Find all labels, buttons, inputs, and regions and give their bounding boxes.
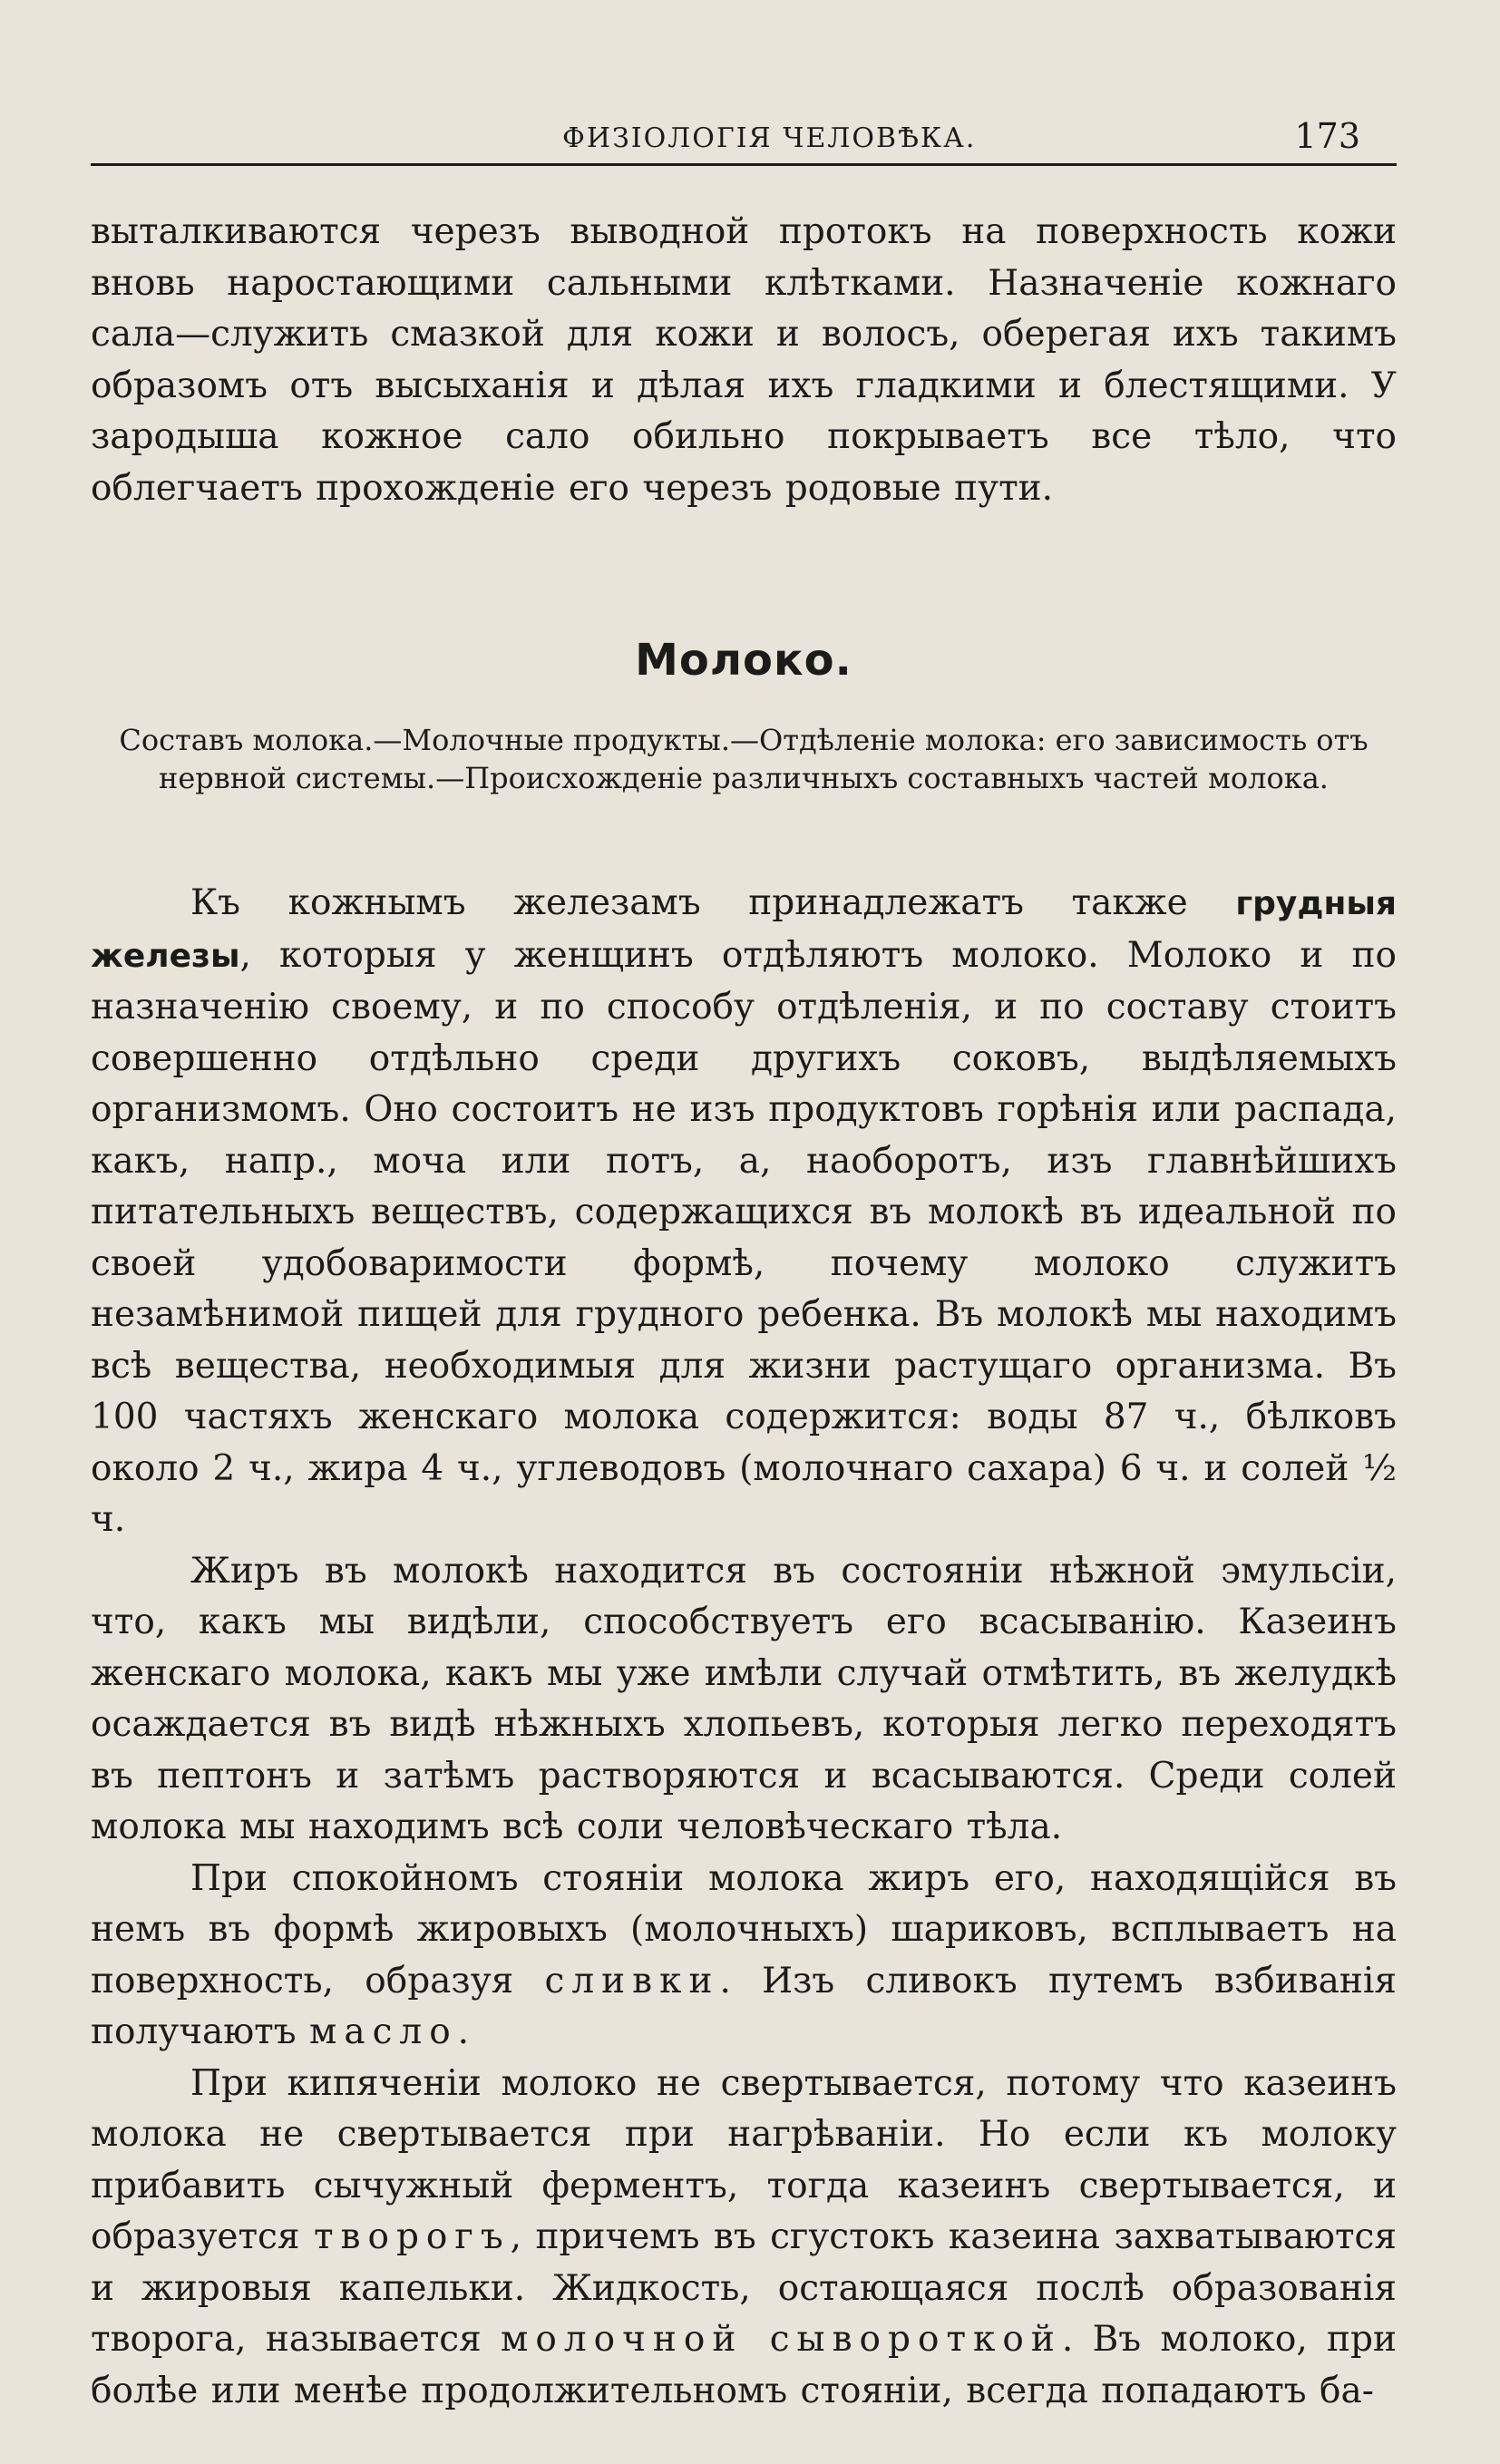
term-mammary-glands: грудныя железы [91, 885, 1397, 975]
section-title: Молоко. [635, 635, 852, 686]
paragraph-1-text-b: , которыя у женщинъ отдѣляютъ молоко. Молоко и по назначенію своему, и по способу отдѣленія, и по составу стоитъ совершенно отдѣльно среди другихъ соковъ, выдѣляемыхъ организмомъ. Оно состоитъ не изъ продуктовъ горѣнія или распада, какъ, напр., моча или потъ, а, наоборотъ, изъ главнѣйшихъ питательныхъ веществъ, содержащихся въ молокѣ въ идеальной по своей удобоваримости формѣ, почему молоко служитъ незамѣнимой пищей для грудного ребенка. Въ молокѣ мы находимъ всѣ вещества, необходимыя для жизни растущаго организма. Въ 100 частяхъ женскаго молока содержится: воды 87 ч., бѣлковъ около 2 ч., жира 4 ч., углеводовъ (молочнаго сахара) 6 ч. и солей ½ ч. [91, 934, 1397, 1540]
paragraph-4 [91, 2059, 1397, 2418]
paragraph-1-text-a: Къ кожнымъ железамъ принадлежатъ также [190, 882, 1236, 923]
term-whey: молочной сывороткой [501, 2319, 1062, 2360]
paragraph-4-text-c: . Въ молоко, при болѣе или менѣе продолжительномъ стояніи, всегда попадаютъ ба- [91, 2319, 1397, 2411]
paragraph-2: Жиръ въ молокѣ находится въ состояніи нѣжной эмульсіи, что, какъ мы видѣли, способствуетъ его всасыванію. Казеинъ женскаго молока, какъ мы уже имѣли случай отмѣтить, въ желудкѣ осаждается въ видѣ нѣжныхъ хлопьевъ, которыя легко переходятъ въ пептонъ и затѣмъ растворяются и всасываются. Среди солей молока мы находимъ всѣ соли человѣческаго тѣла. [91, 1550, 1397, 1847]
paragraph-3-text-a: При спокойномъ стояніи молока жиръ его, находящійся въ немъ въ формѣ жировыхъ (молочныхъ) шариковъ, всплываетъ на поверхность, образуя [91, 1857, 1397, 2001]
page-header [91, 109, 1397, 166]
section-body [91, 878, 1397, 2417]
paragraph-4-text-b: , причемъ въ сгустокъ казеина захватываются и жировыя капельки. Жидкость, остающаяся послѣ образованія творога, называется [91, 2216, 1397, 2360]
term-cream: сливки [544, 1960, 720, 2001]
running-title: ФИЗІОЛОГІЯ ЧЕЛОВѢКА. [562, 122, 977, 154]
term-curd: творогъ [313, 2216, 511, 2257]
paragraph-3 [91, 1854, 1397, 2059]
paragraph-4-text-a: При кипяченіи молоко не свертывается, потому что казеинъ молока не свертывается при нагрѣваніи. Но если къ молоку прибавить сычужный ферментъ, тогда казеинъ свертывается, и образуется [91, 2062, 1397, 2257]
page-number: 173 [1294, 116, 1360, 156]
term-butter: масло [308, 2011, 458, 2052]
continued-paragraph: выталкиваются черезъ выводной протокъ на поверхность кожи вновь наростающими сальными клѣтками. Назначеніе кожнаго сала—служить смазкой для кожи и волосъ, оберегая ихъ такимъ образомъ отъ высыханія и дѣлая ихъ гладкими и блестящими. У зародыша кожное сало обильно покрываетъ все тѣло, что облегчаетъ прохожденіе его черезъ родовые пути. [91, 211, 1397, 509]
section-summary: Составъ молока.—Молочные продукты.—Отдѣленіе молока: его зависимость отъ нервной системы.—Происхожденіе различныхъ составныхъ частей молока. [119, 723, 1369, 795]
paragraph-3-text-c: . [457, 2011, 470, 2052]
paragraph-1 [91, 878, 1397, 1546]
paragraph-3-text-b: . Изъ сливокъ путемъ взбиванія получаютъ [91, 1960, 1397, 2052]
